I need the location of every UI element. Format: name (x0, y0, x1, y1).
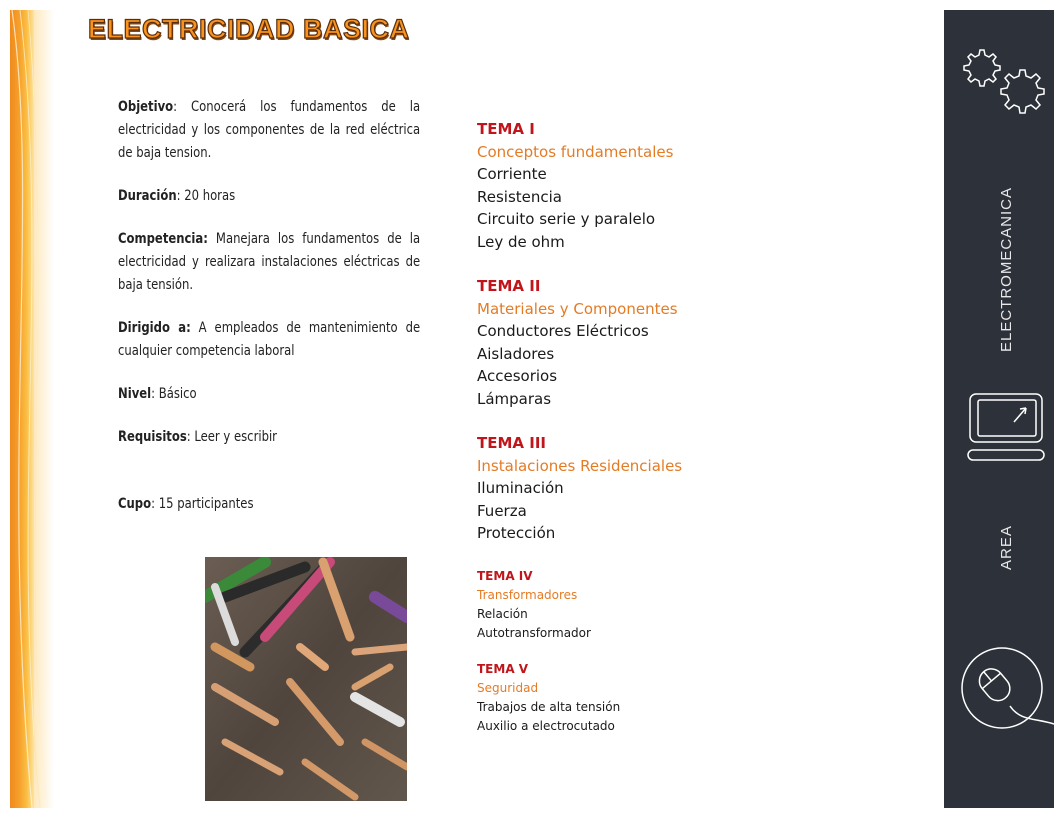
topic-item: Aisladores (477, 344, 555, 363)
requisitos-label: Requisitos (118, 429, 187, 445)
topic-item: Accesorios (477, 367, 558, 385)
computer-icon (966, 392, 1046, 464)
topic-item: Autotransformador (477, 625, 591, 640)
dirigido-paragraph (118, 317, 420, 363)
topic-item: Iluminación (477, 479, 564, 497)
mouse-icon (960, 646, 1054, 740)
topic-block (477, 118, 682, 253)
cupo-paragraph (118, 493, 420, 516)
gears-icon (958, 46, 1050, 126)
spacer (118, 469, 420, 493)
topic-item: Conductores Eléctricos (477, 322, 649, 340)
topic-heading: TEMA II (477, 277, 541, 295)
competencia-label: Competencia: (118, 231, 208, 247)
duracion-text: : 20 horas (176, 188, 236, 204)
right-side-panel (944, 10, 1054, 808)
topic-heading: TEMA III (477, 434, 546, 452)
competencia-paragraph (118, 228, 420, 297)
topic-item: Auxilio a electrocutado (477, 718, 615, 733)
duracion-paragraph (118, 185, 420, 208)
topic-subtitle: Seguridad (477, 680, 539, 695)
requisitos-paragraph (118, 426, 420, 449)
nivel-text: : Básico (151, 386, 197, 402)
competencia-text: Manejara los fundamentos de la electricidad y realizara instalaciones eléctricas de baja tensión. (118, 231, 421, 293)
band-swirl-lines (10, 10, 54, 808)
topic-block (477, 432, 682, 545)
nivel-label: Nivel (118, 386, 152, 402)
topic-subtitle: Conceptos fundamentales (477, 142, 674, 161)
topic-item: Circuito serie y paralelo (477, 210, 656, 228)
dirigido-text: A empleados de mantenimiento de cualquier competencia laboral (118, 320, 421, 359)
objetivo-label: Objetivo (118, 99, 174, 115)
topics-list (477, 118, 682, 753)
topic-heading: TEMA IV (477, 568, 533, 583)
topic-subtitle: Instalaciones Residenciales (477, 456, 683, 475)
topic-heading: TEMA V (477, 661, 529, 676)
page-title: ELECTRICIDAD BASICA (88, 14, 410, 44)
left-decorative-band (10, 10, 34, 808)
topic-block (477, 660, 682, 736)
cupo-label: Cupo (118, 496, 152, 512)
duracion-label: Duración (118, 188, 177, 204)
nivel-paragraph (118, 383, 420, 406)
area-label-electromecanica: ELECTROMECANICA (998, 186, 1015, 352)
objetivo-paragraph (118, 96, 420, 165)
topic-item: Trabajos de alta tensión (477, 699, 621, 714)
dirigido-label: Dirigido a: (118, 320, 191, 336)
cupo-text: : 15 participantes (151, 496, 254, 512)
topic-subtitle: Materiales y Componentes (477, 299, 678, 318)
topic-subtitle: Transformadores (477, 587, 578, 602)
wires-photo (205, 557, 407, 801)
wires-illustration (205, 557, 407, 801)
topic-item: Fuerza (477, 501, 527, 520)
topic-item: Corriente (477, 165, 547, 183)
topic-item: Relación (477, 606, 528, 621)
topic-heading: TEMA I (477, 120, 535, 138)
requisitos-text: : Leer y escribir (186, 429, 277, 445)
topic-item: Ley de ohm (477, 232, 565, 251)
course-info (118, 96, 420, 536)
area-label-area: AREA (998, 525, 1015, 570)
topic-block (477, 275, 682, 410)
topic-item: Lámparas (477, 389, 552, 408)
topic-item: Resistencia (477, 187, 562, 206)
topic-block (477, 567, 682, 643)
objetivo-text: : Conocerá los fundamentos de la electricidad y los componentes de la red eléctrica de baja tension. (118, 99, 421, 161)
topic-item: Protección (477, 524, 556, 542)
